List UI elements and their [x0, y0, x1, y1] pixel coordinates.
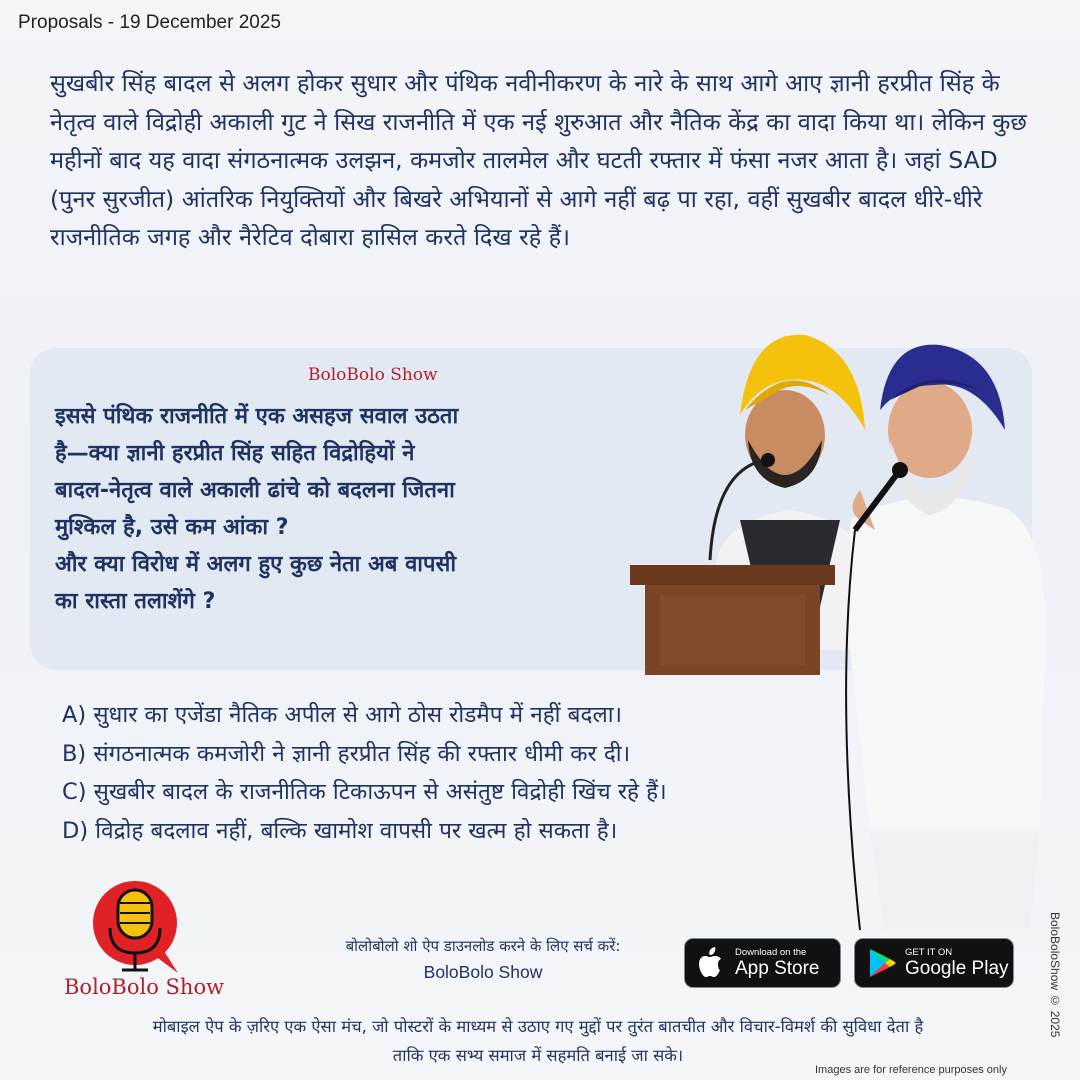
tagline-line-1: मोबाइल ऐप के ज़रिए एक ऐसा मंच, जो पोस्टरों के माध्यम से उठाए गए मुद्दों पर तुरंत बातचीत और विचार-विमर्श की सुविधा देता है: [152, 1017, 924, 1036]
copyright-credit: BoloBoloShow © 2025: [1048, 912, 1062, 1038]
download-cta: [298, 936, 668, 983]
footer-tagline: [28, 1012, 1048, 1070]
question-line: मुश्किल है, उसे कम आंका ?: [55, 515, 289, 540]
right-figure: [846, 345, 1045, 930]
options-list: [62, 696, 862, 850]
google-play-button[interactable]: [854, 938, 1014, 988]
google-play-small-text: GET IT ON: [905, 947, 953, 958]
option-c[interactable]: C) सुखबीर बादल के राजनीतिक टिकाऊपन से असंतुष्ट विद्रोही खिंच रहे हैं।: [62, 779, 667, 805]
intro-paragraph: सुखबीर सिंह बादल से अलग होकर सुधार और पंथिक नवीनीकरण के नारे के साथ आगे आए ज्ञानी हरप्रीत सिंह के नेतृत्व वाले विद्रोही अकाली गुट ने सिख राजनीति में एक नई शुरुआत और नैतिक केंद्र का वादा किया था। लेकिन कुछ महीनों बाद यह वादा संगठनात्मक उलझन, कमजोर तालमेल और घटती रफ्तार में फंसा नजर आता है। जहां SAD (पुनर सुरजीत) आंतरिक नियुक्तियों और बिखरे अभियानों से आगे नहीं बढ़ पा रहा, वहीं सुखबीर बादल धीरे-धीरे राजनीतिक जगह और नैरेटिव दोबारा हासिल करते दिख रहे हैं।: [50, 69, 1027, 251]
question-line: और क्या विरोध में अलग हुए कुछ नेता अब वापसी: [55, 552, 457, 577]
image-disclaimer: Images are for reference purposes only: [815, 1064, 1007, 1076]
option-b[interactable]: B) संगठनात्मक कमजोरी ने ज्ञानी हरप्रीत सिंह की रफ्तार धीमी कर दी।: [62, 740, 631, 767]
apple-icon: [697, 946, 727, 980]
app-store-small-text: Download on the: [735, 947, 807, 958]
question-line: बादल-नेतृत्व वाले अकाली ढांचे को बदलना जितना: [55, 478, 455, 503]
download-prompt: बोलोबोलो शो ऐप डाउनलोड करने के लिए सर्च करें:: [345, 937, 621, 955]
page-date-header: Proposals - 19 December 2025: [18, 12, 281, 33]
bolobolo-logo-text: BoloBolo Show: [64, 975, 225, 999]
app-store-button[interactable]: [684, 938, 841, 988]
question-line: है—क्या ज्ञानी हरप्रीत सिंह सहित विद्रोहियों ने: [55, 441, 415, 466]
tagline-line-2: ताकि एक सभ्य समाज में सहमति बनाई जा सके।: [392, 1046, 684, 1065]
google-play-big-text: Google Play: [905, 958, 1009, 979]
option-d[interactable]: D) विद्रोह बदलाव नहीं, बल्कि खामोश वापसी पर खत्म हो सकता है।: [62, 817, 618, 844]
google-play-icon: [867, 947, 897, 979]
question-brand-label: BoloBolo Show: [308, 365, 438, 385]
option-a[interactable]: A) सुधार का एजेंडा नैतिक अपील से आगे ठोस रोडमैप में नहीं बदला।: [62, 702, 623, 728]
app-name: BoloBolo Show: [423, 962, 543, 982]
question-text: [55, 398, 645, 620]
question-line: इससे पंथिक राजनीति में एक असहज सवाल उठता: [55, 404, 459, 429]
app-store-big-text: App Store: [735, 958, 820, 979]
question-line: का रास्ता तलाशेंगे ?: [55, 589, 216, 614]
